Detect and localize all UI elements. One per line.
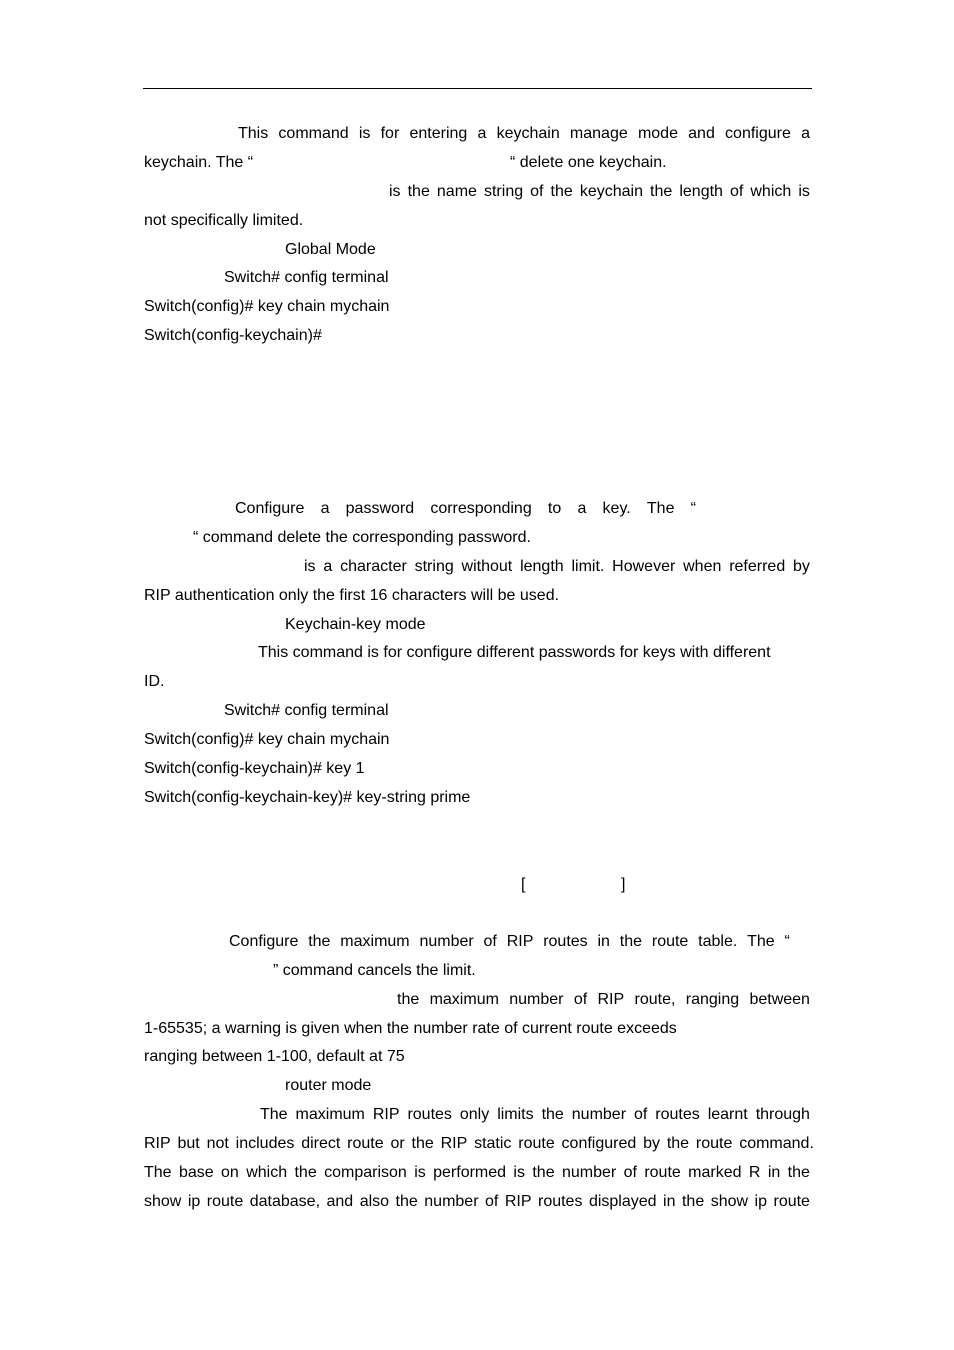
word: of bbox=[573, 991, 588, 1008]
word: Configure bbox=[229, 933, 299, 950]
word: routes bbox=[537, 1193, 583, 1210]
word: or bbox=[390, 1135, 405, 1152]
word: only bbox=[459, 1106, 490, 1123]
word: is bbox=[358, 125, 371, 142]
s1-example-line2: Switch(config)# key chain mychain bbox=[144, 298, 390, 315]
s3-usage-line2 bbox=[144, 1134, 814, 1154]
s3-syntax-bracket-open: [ bbox=[521, 876, 526, 893]
word: a bbox=[323, 558, 333, 575]
word: RIP bbox=[506, 933, 534, 950]
s2-parameter-line2: RIP authentication only the first 16 characters will be used. bbox=[144, 587, 560, 604]
word: Configure bbox=[235, 500, 305, 517]
word: the bbox=[681, 1193, 705, 1210]
word: show bbox=[144, 1193, 182, 1210]
word: RIP bbox=[597, 991, 625, 1008]
word: in bbox=[767, 1164, 781, 1181]
s1-description-line1 bbox=[238, 124, 810, 144]
word: when bbox=[683, 558, 722, 575]
word: a bbox=[577, 500, 587, 517]
word: name bbox=[436, 183, 477, 200]
word: keychain bbox=[579, 183, 643, 200]
s2-example-line2: Switch(config)# key chain mychain bbox=[144, 731, 390, 748]
word: the bbox=[532, 1164, 555, 1181]
word: password bbox=[345, 500, 415, 517]
s1-command-mode: Global Mode bbox=[285, 241, 376, 258]
word: route bbox=[206, 1193, 244, 1210]
word: which bbox=[246, 1164, 288, 1181]
word: The bbox=[747, 933, 775, 950]
word: between bbox=[749, 991, 810, 1008]
word: route bbox=[644, 1164, 681, 1181]
word: mode bbox=[637, 125, 678, 142]
s1-example-line3: Switch(config-keychain)# bbox=[144, 327, 322, 344]
word: includes bbox=[235, 1135, 295, 1152]
word: the bbox=[666, 1135, 690, 1152]
word: maximum bbox=[295, 1106, 365, 1123]
word: for bbox=[380, 125, 400, 142]
word: However bbox=[612, 558, 676, 575]
word: ranging bbox=[685, 991, 740, 1008]
word: character bbox=[340, 558, 407, 575]
word: the bbox=[308, 933, 331, 950]
word: route, bbox=[634, 991, 676, 1008]
word: also bbox=[359, 1193, 390, 1210]
s3-parameter-line3: ranging between 1-100, default at 75 bbox=[144, 1048, 405, 1065]
word: maximum bbox=[340, 933, 410, 950]
word: of bbox=[633, 1106, 648, 1123]
word: the bbox=[619, 933, 643, 950]
word: length bbox=[520, 558, 564, 575]
word: is bbox=[513, 1164, 525, 1181]
word: command. bbox=[739, 1135, 814, 1152]
word: corresponding bbox=[430, 500, 532, 517]
word: number bbox=[561, 1164, 617, 1181]
s2-example-line1: Switch# config terminal bbox=[224, 702, 389, 719]
word: RIP bbox=[440, 1135, 468, 1152]
word: limits bbox=[497, 1106, 534, 1123]
s2-description-line1 bbox=[235, 499, 696, 519]
word: a bbox=[801, 125, 810, 142]
word: R bbox=[748, 1164, 761, 1181]
word: is bbox=[414, 1164, 426, 1181]
word: the bbox=[397, 991, 420, 1008]
word: of bbox=[483, 933, 497, 950]
s2-example-line3: Switch(config-keychain)# key 1 bbox=[144, 760, 365, 777]
word: the bbox=[550, 183, 573, 200]
word: and bbox=[326, 1193, 354, 1210]
word: string bbox=[414, 558, 454, 575]
word: database, bbox=[249, 1193, 321, 1210]
s3-command-mode: router mode bbox=[285, 1077, 372, 1094]
word: of bbox=[729, 183, 744, 200]
word: string bbox=[483, 183, 524, 200]
word: the bbox=[407, 183, 430, 200]
word: number bbox=[509, 991, 564, 1008]
s3-description-line2: ” command cancels the limit. bbox=[273, 962, 476, 979]
word: The bbox=[144, 1164, 172, 1181]
word: the bbox=[294, 1164, 317, 1181]
s2-usage-line2: ID. bbox=[144, 673, 165, 690]
s2-description-line2: “ command delete the corresponding password. bbox=[193, 529, 531, 546]
word: without bbox=[461, 558, 513, 575]
word: manage bbox=[569, 125, 628, 142]
s3-parameter-line1 bbox=[397, 990, 810, 1010]
word: through bbox=[755, 1106, 810, 1123]
s1-description-line2b: “ delete one keychain. bbox=[510, 154, 667, 171]
word: number bbox=[424, 1193, 479, 1210]
word: ip bbox=[754, 1193, 767, 1210]
word: the bbox=[541, 1106, 564, 1123]
word: of bbox=[623, 1164, 637, 1181]
word: route bbox=[347, 1135, 384, 1152]
word: number bbox=[419, 933, 474, 950]
word: in bbox=[597, 933, 610, 950]
word: in bbox=[663, 1193, 676, 1210]
word: which bbox=[750, 183, 792, 200]
word: not bbox=[206, 1135, 229, 1152]
word: by bbox=[643, 1135, 660, 1152]
header-rule bbox=[143, 88, 812, 89]
word: number bbox=[571, 1106, 627, 1123]
s3-usage-line4 bbox=[144, 1192, 810, 1212]
word: is bbox=[304, 558, 316, 575]
word: on bbox=[221, 1164, 239, 1181]
word: “ bbox=[690, 500, 696, 517]
word: a bbox=[320, 500, 330, 517]
word: comparison bbox=[324, 1164, 407, 1181]
word: the bbox=[395, 1193, 418, 1210]
word: a bbox=[477, 125, 487, 142]
word: show bbox=[710, 1193, 749, 1210]
s3-description-line1 bbox=[229, 932, 790, 952]
s3-usage-line3 bbox=[144, 1163, 810, 1183]
s1-parameter-line2: not specifically limited. bbox=[144, 212, 304, 229]
word: of bbox=[530, 183, 544, 200]
s1-parameter-line1 bbox=[389, 182, 810, 202]
word: the bbox=[650, 183, 673, 200]
word: “ bbox=[784, 933, 790, 950]
word: The bbox=[646, 500, 675, 517]
word: The bbox=[260, 1106, 288, 1123]
word: configured bbox=[561, 1135, 637, 1152]
word: static bbox=[474, 1135, 512, 1152]
s2-usage-line1: This command is for configure different passwords for keys with different bbox=[258, 644, 771, 661]
word: route bbox=[651, 933, 689, 950]
word: displayed bbox=[588, 1193, 657, 1210]
word: marked bbox=[688, 1164, 742, 1181]
word: length bbox=[679, 183, 723, 200]
word: maximum bbox=[429, 991, 499, 1008]
word: routes bbox=[655, 1106, 700, 1123]
word: the bbox=[787, 1164, 810, 1181]
word: route bbox=[518, 1135, 555, 1152]
word: is bbox=[389, 183, 401, 200]
word: referred bbox=[729, 558, 786, 575]
word: is bbox=[798, 183, 810, 200]
word: but bbox=[177, 1135, 200, 1152]
word: performed bbox=[433, 1164, 507, 1181]
word: route bbox=[695, 1135, 733, 1152]
word: direct bbox=[301, 1135, 341, 1152]
word: command bbox=[278, 125, 349, 142]
s3-usage-line1 bbox=[260, 1105, 810, 1125]
word: keychain bbox=[496, 125, 560, 142]
word: routes bbox=[407, 1106, 452, 1123]
word: the bbox=[411, 1135, 434, 1152]
word: RIP bbox=[372, 1106, 400, 1123]
s1-description-line2a: keychain. The “ bbox=[144, 154, 254, 171]
s3-syntax-bracket-close: ] bbox=[621, 876, 626, 893]
s2-parameter-line1 bbox=[304, 557, 810, 577]
word: of bbox=[485, 1193, 499, 1210]
word: route bbox=[773, 1193, 810, 1210]
word: routes bbox=[543, 933, 588, 950]
word: and bbox=[688, 125, 715, 142]
word: table. bbox=[698, 933, 738, 950]
s2-example-line4: Switch(config-keychain-key)# key-string prime bbox=[144, 789, 471, 806]
word: learnt bbox=[707, 1106, 748, 1123]
word: limit. bbox=[571, 558, 605, 575]
word: entering bbox=[409, 125, 468, 142]
word: key. bbox=[602, 500, 631, 517]
s2-command-mode: Keychain-key mode bbox=[285, 616, 426, 633]
s1-example-line1: Switch# config terminal bbox=[224, 269, 389, 286]
s3-parameter-line2: 1-65535; a warning is given when the number rate of current route exceeds bbox=[144, 1020, 677, 1037]
word: to bbox=[547, 500, 562, 517]
word: RIP bbox=[144, 1135, 171, 1152]
word: This bbox=[238, 125, 269, 142]
word: ip bbox=[187, 1193, 201, 1210]
word: base bbox=[178, 1164, 214, 1181]
word: RIP bbox=[504, 1193, 532, 1210]
word: by bbox=[793, 558, 810, 575]
word: configure bbox=[725, 125, 791, 142]
